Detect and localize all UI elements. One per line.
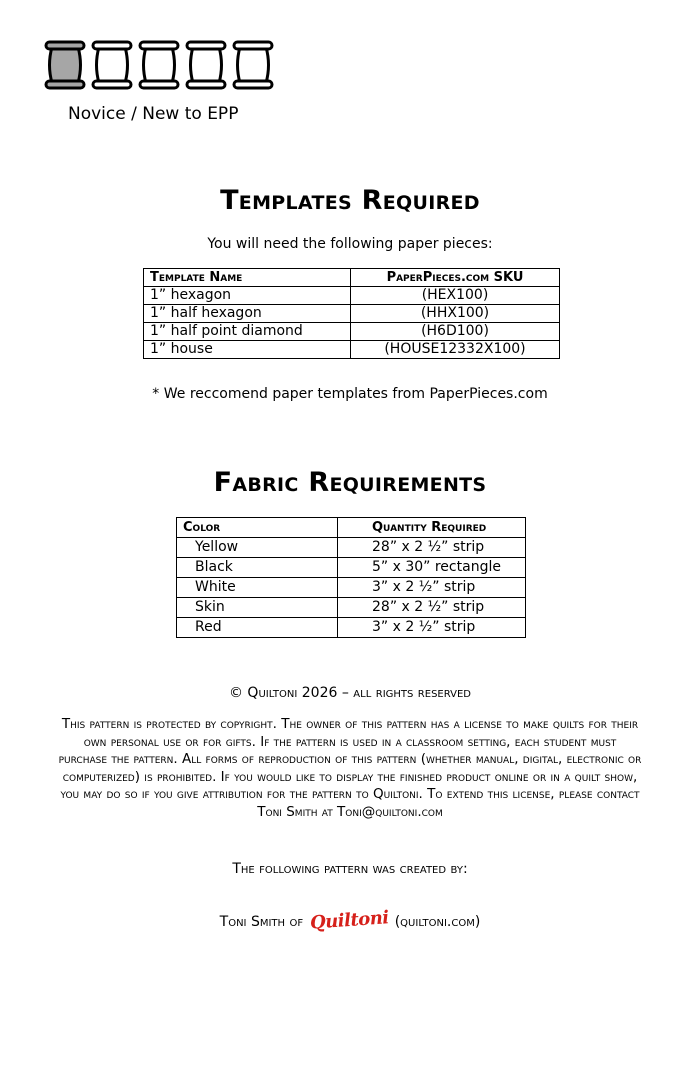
template-name: 1” hexagon	[144, 287, 351, 305]
credit-prefix: Toni Smith of	[219, 914, 304, 930]
templates-table	[143, 268, 560, 359]
spool-filled-icon	[44, 40, 86, 90]
column-header: PaperPieces.com SKU	[351, 269, 560, 287]
fabric-quantity: 3” x 2 ½” strip	[338, 618, 526, 638]
template-name: 1” house	[144, 341, 351, 359]
fabric-color: Yellow	[177, 538, 338, 558]
template-name: 1” half point diamond	[144, 323, 351, 341]
spool-empty-icon	[91, 40, 133, 90]
template-sku: (HHX100)	[351, 305, 560, 323]
templates-note: * We reccomend paper templates from PaperPieces.com	[152, 386, 548, 402]
fabric-color: White	[177, 578, 338, 598]
template-sku: (HOUSE12332X100)	[351, 341, 560, 359]
table-row	[177, 618, 526, 638]
template-sku: (HEX100)	[351, 287, 560, 305]
table-row	[177, 598, 526, 618]
table-row	[144, 323, 560, 341]
created-by-line: The following pattern was created by:	[232, 861, 468, 877]
fabric-table	[176, 517, 526, 638]
credit-suffix: (quiltoni.com)	[394, 914, 481, 930]
table-row	[177, 558, 526, 578]
fabric-color: Skin	[177, 598, 338, 618]
column-header: Color	[177, 518, 338, 538]
license-text: This pattern is protected by copyright. The owner of this pattern has a license to make quilts for their own personal use or for gifts. If the pattern is used in a classroom setting, each student must purchase the pattern. All forms of reproduction of this pattern (whether manual, digital, electronic or computerized) is prohibited. If you would like to display the finished product online or in a quilt show, you may do so if you give attribution for the pattern to Quiltoni. To extend this license, please contact Toni Smith at Toni@quiltoni.com	[58, 716, 642, 820]
column-header: Template Name	[144, 269, 351, 287]
table-row	[144, 305, 560, 323]
template-sku: (H6D100)	[351, 323, 560, 341]
quiltoni-logo: Quiltoni	[308, 907, 389, 934]
templates-intro: You will need the following paper pieces:	[207, 236, 493, 252]
difficulty-label: Novice / New to EPP	[68, 104, 239, 124]
copyright-line: © Quiltoni 2026 – all rights reserved	[228, 685, 472, 701]
fabric-quantity: 28” x 2 ½” strip	[338, 538, 526, 558]
credit-line	[0, 907, 700, 934]
spool-empty-icon	[138, 40, 180, 90]
templates-heading: Templates Required	[220, 185, 480, 216]
table-header-row	[177, 518, 526, 538]
spool-empty-icon	[232, 40, 274, 90]
fabric-quantity: 3” x 2 ½” strip	[338, 578, 526, 598]
template-name: 1” half hexagon	[144, 305, 351, 323]
difficulty-rating	[44, 40, 274, 90]
table-header-row	[144, 269, 560, 287]
table-row	[144, 287, 560, 305]
spool-empty-icon	[185, 40, 227, 90]
fabric-quantity: 5” x 30” rectangle	[338, 558, 526, 578]
fabric-quantity: 28” x 2 ½” strip	[338, 598, 526, 618]
column-header: Quantity Required	[338, 518, 526, 538]
fabric-color: Red	[177, 618, 338, 638]
table-row	[177, 538, 526, 558]
table-row	[177, 578, 526, 598]
fabric-heading: Fabric Requirements	[213, 467, 487, 498]
table-row	[144, 341, 560, 359]
fabric-color: Black	[177, 558, 338, 578]
